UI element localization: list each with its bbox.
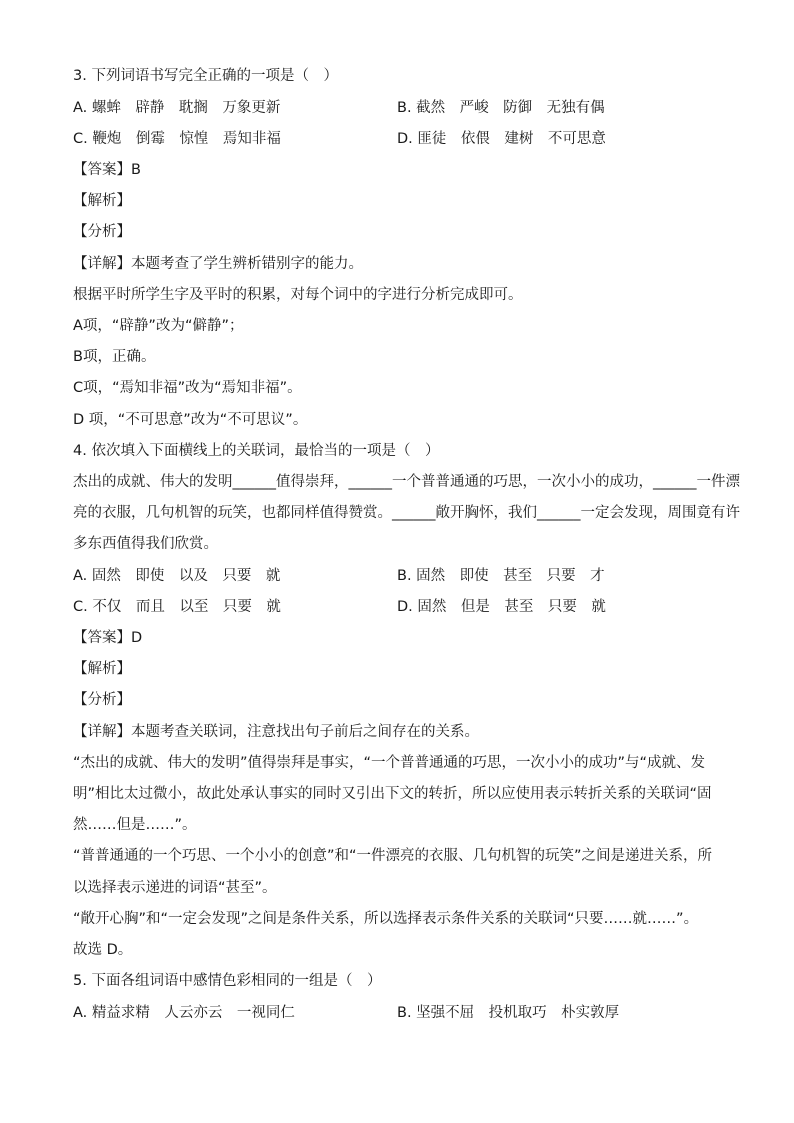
q4-option-c: C. 不仅 而且 以至 只要 就 [73,599,281,615]
q3-option-c: C. 鞭炮 倒霉 惊惶 焉知非福 [73,131,281,147]
q3-option-b: B. 截然 严峻 防御 无独有偶 [397,100,605,116]
q4-explain-line: “敞开心胸”和“一定会发现”之间是条件关系，所以选择表示条件关系的关联词“只要……就……”。 [73,911,699,927]
q3-analysis-heading: 【解析】 [73,193,131,209]
q4-fenxi-heading: 【分析】 [73,692,131,708]
q4-option-a: A. 固然 即使 以及 只要 就 [73,568,281,584]
q4-explain-line: “普普通通的一个巧思、一个小小的创意”和“一件漂亮的衣服、几句机智的玩笑”之间是递进关系，所 [73,848,713,864]
q4-passage-line: 亮的衣服，几句机智的玩笑，也都同样值得赞赏。______敞开胸怀，我们______一定会发现，周围竟有许 [73,505,740,521]
q4-explain-line: 故选 D。 [73,942,133,958]
q3-option-d: D. 匪徒 依偎 建树 不可思意 [397,131,606,147]
q5-stem: 5. 下面各组词语中感情色彩相同的一组是（ ） [73,973,382,989]
q4-stem: 4. 依次填入下面横线上的关联词，最恰当的一项是（ ） [73,443,440,459]
q3-option-a: A. 螺蛑 辟静 耽搁 万象更新 [73,100,281,116]
q3-explain-line: A项，“辟静”改为“僻静”； [73,318,244,334]
q4-option-b: B. 固然 即使 甚至 只要 才 [397,568,605,584]
q4-detail: 【详解】本题考查关联词，注意找出句子前后之间存在的关系。 [73,724,479,740]
q4-explain-line: 明”相比太过微小，故此处承认事实的同时又引出下文的转折，所以应使用表示转折关系的关联词“固 [73,786,712,802]
q3-explain-line: C项，“焉知非福”改为“焉知非福”。 [73,380,302,396]
q3-fenxi-heading: 【分析】 [73,224,131,240]
q4-answer: 【答案】D [73,630,143,646]
q4-explain-line: 以选择表示递进的词语“甚至”。 [73,880,277,896]
q3-explain-line: 根据平时所学生字及平时的积累，对每个词中的字进行分析完成即可。 [73,287,523,303]
q4-passage-line: 杰出的成就、伟大的发明______值得崇拜，______一个普普通通的巧思，一次小小的成功，______一件漂 [73,474,740,490]
q3-answer: 【答案】B [73,162,141,178]
q3-explain-line: B项，正确。 [73,349,156,365]
q4-option-d: D. 固然 但是 甚至 只要 就 [397,599,606,615]
q4-passage-line: 多东西值得我们欣赏。 [73,536,218,552]
q5-option-a: A. 精益求精 人云亦云 一视同仁 [73,1005,295,1021]
q3-detail: 【详解】本题考查了学生辨析错别字的能力。 [73,256,363,272]
q4-explain-line: 然……但是……”。 [73,817,197,833]
q4-analysis-heading: 【解析】 [73,661,131,677]
q3-explain-line: D 项，“不可思意”改为“不可思议”。 [73,412,308,428]
q4-explain-line: “杰出的成就、伟大的发明”值得崇拜是事实，“一个普普通通的巧思，一次小小的成功”与“成就、发 [73,755,706,771]
q5-option-b: B. 坚强不屈 投机取巧 朴实敦厚 [397,1005,620,1021]
q3-stem: 3. 下列词语书写完全正确的一项是（ ） [73,68,338,84]
